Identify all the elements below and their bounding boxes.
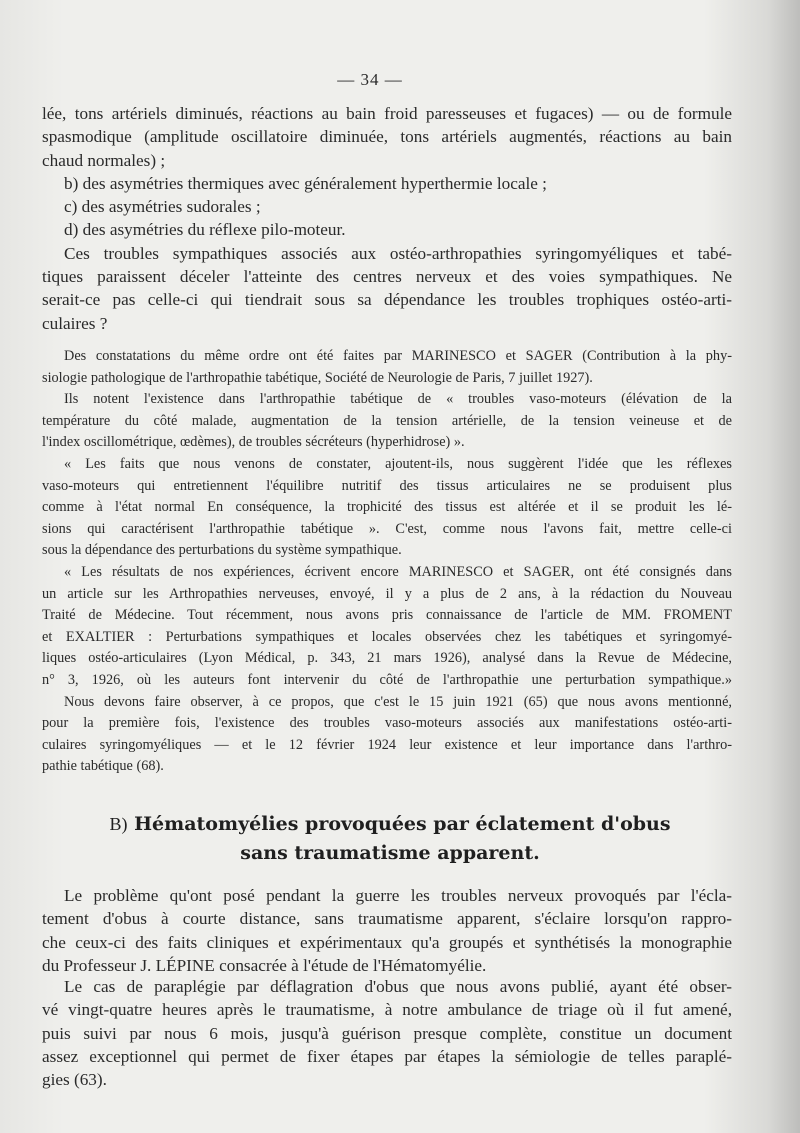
text-line: tiques paraissent déceler l'atteinte des centres nerveux et des voies sympathiques. Ne: [42, 267, 732, 287]
text-line: et EXALTIER : Perturbations sympathiques et locales observées chez les tabétiques et syringomyé-: [42, 628, 732, 645]
text-line: vaso-moteurs qui entretiennent l'équilibre nutritif des tissus articulaires ne se produisent plus: [42, 477, 732, 494]
text-line: Traité de Médecine. Tout récemment, nous avons pris connaissance de l'article de MM. FROMENT: [42, 607, 732, 624]
text-line: puis suivi par nous 6 mois, jusqu'à guérison presque complète, constitue un document: [42, 1023, 732, 1043]
section-label: B): [109, 814, 128, 834]
text-line: « Les faits que nous venons de constater, ajoutent-ils, nous suggèrent l'idée que les réflexes: [64, 455, 732, 472]
text-line: Le problème qu'ont posé pendant la guerre les troubles nerveux provoqués par l'écla-: [64, 886, 732, 905]
page-number: — 34 —: [337, 70, 403, 89]
list-item: d) des asymétries du réflexe pilo-moteur.: [64, 220, 346, 240]
text-line: serait-ce pas celle-ci qui tiendrait sous sa dépendance les troubles trophiques ostéo-arti-: [42, 290, 732, 310]
paragraph-3: [42, 975, 732, 1091]
text-line: lée, tons artériels diminués, réactions au bain froid paresseuses et fugaces) — ou de formule: [42, 104, 732, 123]
text-line: comme à l'état normal En conséquence, la trophicité des tissus est altérée et il se produit les lé-: [42, 499, 732, 516]
text-line: gies (63).: [42, 1070, 107, 1090]
text-line: Nous devons faire observer, à ce propos, que c'est le 15 juin 1921 (65) que nous avons mentionné,: [64, 693, 732, 710]
text-line: tement d'obus à courte distance, sans traumatisme apparent, s'éclaire lorsqu'on rappro-: [42, 909, 732, 929]
text-line: che ceux-ci des faits cliniques et expérimentaux qu'a groupés et synthétisés la monographie: [42, 932, 732, 952]
text-line: du Professeur J. LÉPINE consacrée à l'étude de l'Hématomyélie.: [42, 955, 487, 975]
text-line: Ils notent l'existence dans l'arthropathie tabétique de « troubles vaso-moteurs (élévation de la: [64, 391, 732, 408]
section-title-line-1: Hématomyélies provoquées par éclatement d'obus: [134, 813, 671, 835]
paragraph-2: [42, 884, 732, 977]
quote-block: [42, 346, 732, 778]
section-heading: [40, 810, 740, 868]
text-line: assez exceptionnel qui permet de fixer étapes par étapes la sémiologie de telles paraplé-: [42, 1046, 732, 1066]
text-line: liques ostéo-articulaires (Lyon Médical, p. 343, 21 mars 1926), analysé dans la Revue de Médecine,: [42, 650, 732, 667]
list-item: c) des asymétries sudorales ;: [64, 197, 261, 217]
text-line: culaires ?: [42, 313, 108, 333]
text-line: n° 3, 1926, où les auteurs font intervenir du côté de l'arthropathie une perturbation sympathique.»: [42, 671, 732, 688]
text-line: « Les résultats de nos expériences, écrivent encore MARINESCO et SAGER, ont été consignés dans: [64, 563, 732, 580]
text-line: chaud normales) ;: [42, 150, 166, 170]
section-title-line-2: sans traumatisme apparent.: [240, 842, 540, 864]
text-line: sous la dépendance des perturbations du système sympathique.: [42, 542, 402, 559]
text-line: Ces troubles sympathiques associés aux ostéo-arthropathies syringomyéliques et tabé-: [64, 243, 732, 263]
text-line: pour la première fois, l'existence des troubles vaso-moteurs associés aux manifestations ostéo-arti-: [42, 715, 732, 732]
text-line: siologie pathologique de l'arthropathie tabétique, Société de Neurologie de Paris, 7 juillet 1927).: [42, 369, 593, 386]
text-line: un article sur les Arthropathies nerveuses, envoyé, il y a plus de 2 ans, à la rédaction du Nouveau: [42, 585, 732, 602]
paragraph-1: [42, 102, 732, 335]
text-line: Des constatations du même ordre ont été faites par MARINESCO et SAGER (Contribution à la phy-: [64, 348, 732, 364]
text-line: spasmodique (amplitude oscillatoire diminuée, tons artériels augmentés, réactions au bain: [42, 127, 732, 147]
list-item: b) des asymétries thermiques avec généralement hyperthermie locale ;: [64, 173, 547, 193]
text-line: pathie tabétique (68).: [42, 758, 164, 775]
text-line: culaires syringomyéliques — et le 12 février 1924 leur existence et leur importance dans l'arthro-: [42, 736, 732, 753]
text-line: température du côté malade, augmentation de la tension artérielle, de la tension veineuse et de: [42, 412, 732, 429]
text-line: vé vingt-quatre heures après le traumatisme, à notre ambulance de triage où il fut amené,: [42, 1000, 732, 1020]
text-line: Le cas de paraplégie par déflagration d'obus que nous avons publié, ayant été obser-: [64, 977, 732, 996]
text-line: l'index oscillométrique, œdèmes), de troubles sécréteurs (hyperhidrose) ».: [42, 434, 465, 451]
text-line: sions qui caractérisent l'arthropathie tabétique ». C'est, comme nous l'avons fait, mettre celle-ci: [42, 520, 732, 537]
